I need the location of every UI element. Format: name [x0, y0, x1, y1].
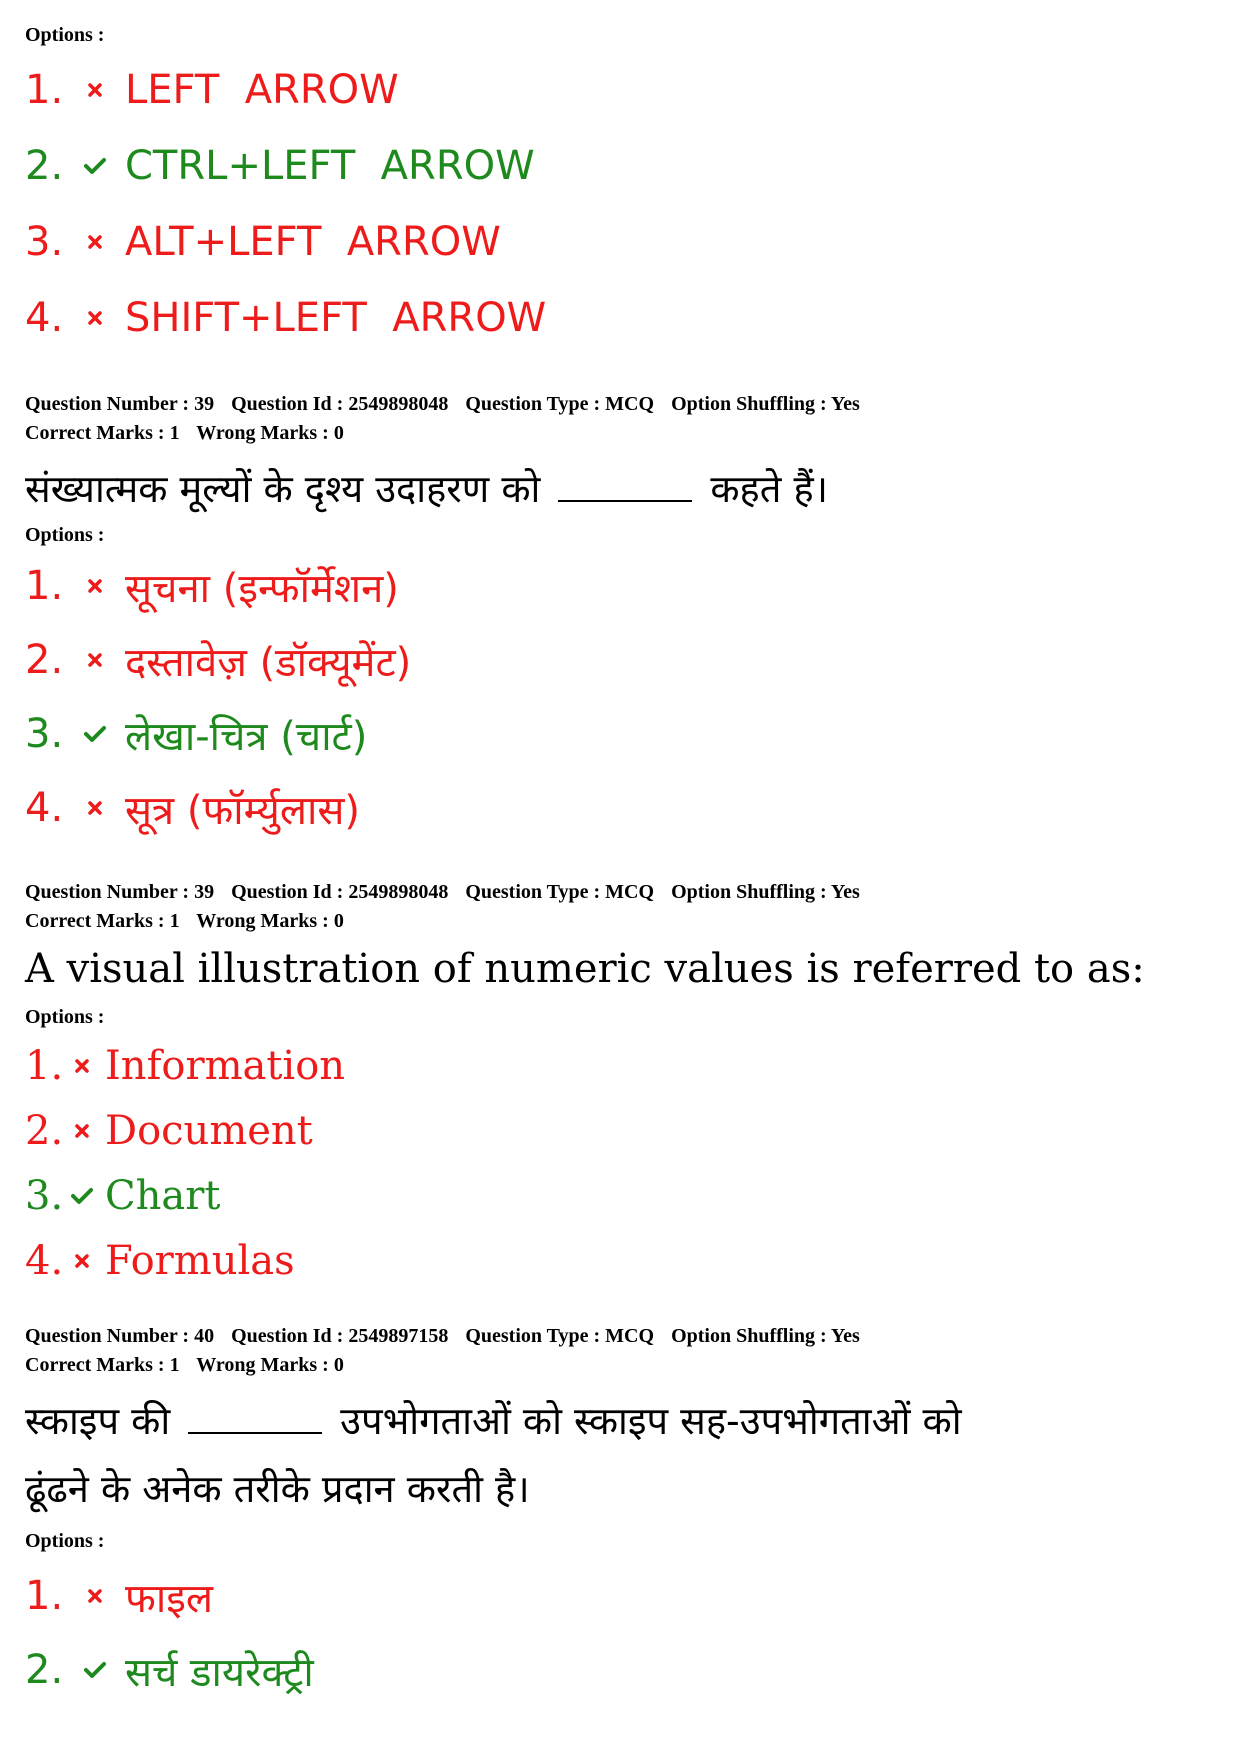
cross-icon	[77, 801, 113, 815]
question-text-line-2: ढूंढने के अनेक तरीके प्रदान करती है।	[25, 1467, 530, 1511]
check-icon	[71, 1187, 93, 1205]
question-number: Question Number : 39	[25, 393, 215, 415]
options-label: Options :	[25, 1530, 105, 1552]
option-number: 4.	[25, 295, 64, 341]
question-id: Question Id : 2549898048	[231, 881, 449, 903]
wrong-marks: Wrong Marks : 0	[196, 910, 344, 932]
option-text: LEFT ARROW	[125, 67, 399, 113]
question-meta	[25, 1322, 860, 1380]
option-text: Chart	[105, 1173, 221, 1219]
question-type: Question Type : MCQ	[465, 1325, 655, 1347]
option-number: 2.	[25, 637, 64, 683]
option-text: दस्तावेज़ (डॉक्यूमेंट)	[125, 639, 412, 686]
option-number: 3.	[25, 1173, 64, 1219]
option-text: सूचना (इन्फॉर्मेशन)	[125, 565, 399, 612]
option-row	[25, 1231, 295, 1291]
wrong-marks: Wrong Marks : 0	[196, 422, 344, 444]
option-shuffling: Option Shuffling : Yes	[671, 393, 860, 415]
question-number: Question Number : 39	[25, 881, 215, 903]
question-id: Question Id : 2549897158	[231, 1325, 449, 1347]
cross-icon	[77, 235, 113, 249]
correct-marks: Correct Marks : 1	[25, 1354, 180, 1376]
cross-icon	[71, 1059, 93, 1073]
option-number: 3.	[25, 711, 64, 757]
cross-icon	[77, 653, 113, 667]
option-number: 1.	[25, 67, 64, 113]
option-row	[25, 1566, 213, 1626]
option-row	[25, 556, 399, 616]
question-id: Question Id : 2549898048	[231, 393, 449, 415]
question-text: A visual illustration of numeric values is referred to as:	[25, 946, 1145, 992]
cross-icon	[71, 1254, 93, 1268]
option-number: 2.	[25, 1647, 64, 1693]
option-row	[25, 136, 535, 196]
option-shuffling: Option Shuffling : Yes	[671, 881, 860, 903]
option-row	[25, 212, 501, 272]
option-row	[25, 1101, 313, 1161]
correct-marks: Correct Marks : 1	[25, 910, 180, 932]
cross-icon	[77, 83, 113, 97]
option-text: फाइल	[125, 1575, 213, 1622]
correct-marks: Correct Marks : 1	[25, 422, 180, 444]
option-number: 4.	[25, 1238, 64, 1284]
question-text-line-1: स्काइप की उपभोगताओं को स्काइप सह-उपभोगताओं को	[25, 1399, 962, 1443]
question-text: संख्यात्मक मूल्यों के दृश्य उदाहरण को कहते हैं।	[25, 467, 829, 511]
option-text: Information	[105, 1043, 346, 1089]
question-meta	[25, 390, 860, 448]
option-row	[25, 630, 411, 690]
options-label: Options :	[25, 524, 105, 546]
option-text: ALT+LEFT ARROW	[125, 219, 501, 265]
option-text: लेखा-चित्र (चार्ट)	[125, 713, 368, 760]
cross-icon	[77, 1589, 113, 1603]
question-meta	[25, 878, 860, 936]
answer-blank	[558, 474, 692, 502]
check-icon	[77, 725, 113, 743]
question-type: Question Type : MCQ	[465, 881, 655, 903]
cross-icon	[77, 311, 113, 325]
option-text: SHIFT+LEFT ARROW	[125, 295, 547, 341]
option-row	[25, 1036, 345, 1096]
options-label: Options :	[25, 24, 105, 46]
option-text: CTRL+LEFT ARROW	[125, 143, 535, 189]
option-row	[25, 1166, 220, 1226]
option-number: 2.	[25, 143, 64, 189]
options-label: Options :	[25, 1006, 105, 1028]
option-text: Document	[105, 1108, 313, 1154]
check-icon	[77, 157, 113, 175]
option-number: 1.	[25, 1573, 64, 1619]
cross-icon	[71, 1124, 93, 1138]
option-number: 1.	[25, 1043, 64, 1089]
option-row	[25, 1640, 314, 1700]
option-row	[25, 778, 360, 838]
check-icon	[77, 1661, 113, 1679]
option-text: सर्च डायरेक्ट्री	[125, 1649, 314, 1696]
answer-blank	[188, 1406, 322, 1434]
option-text: Formulas	[105, 1238, 295, 1284]
option-text: सूत्र (फॉर्म्युलास)	[125, 787, 360, 834]
option-number: 4.	[25, 785, 64, 831]
option-row	[25, 60, 399, 120]
option-number: 2.	[25, 1108, 64, 1154]
option-row	[25, 704, 367, 764]
option-number: 3.	[25, 219, 64, 265]
option-number: 1.	[25, 563, 64, 609]
option-row	[25, 288, 546, 348]
question-number: Question Number : 40	[25, 1325, 215, 1347]
question-type: Question Type : MCQ	[465, 393, 655, 415]
option-shuffling: Option Shuffling : Yes	[671, 1325, 860, 1347]
cross-icon	[77, 579, 113, 593]
wrong-marks: Wrong Marks : 0	[196, 1354, 344, 1376]
